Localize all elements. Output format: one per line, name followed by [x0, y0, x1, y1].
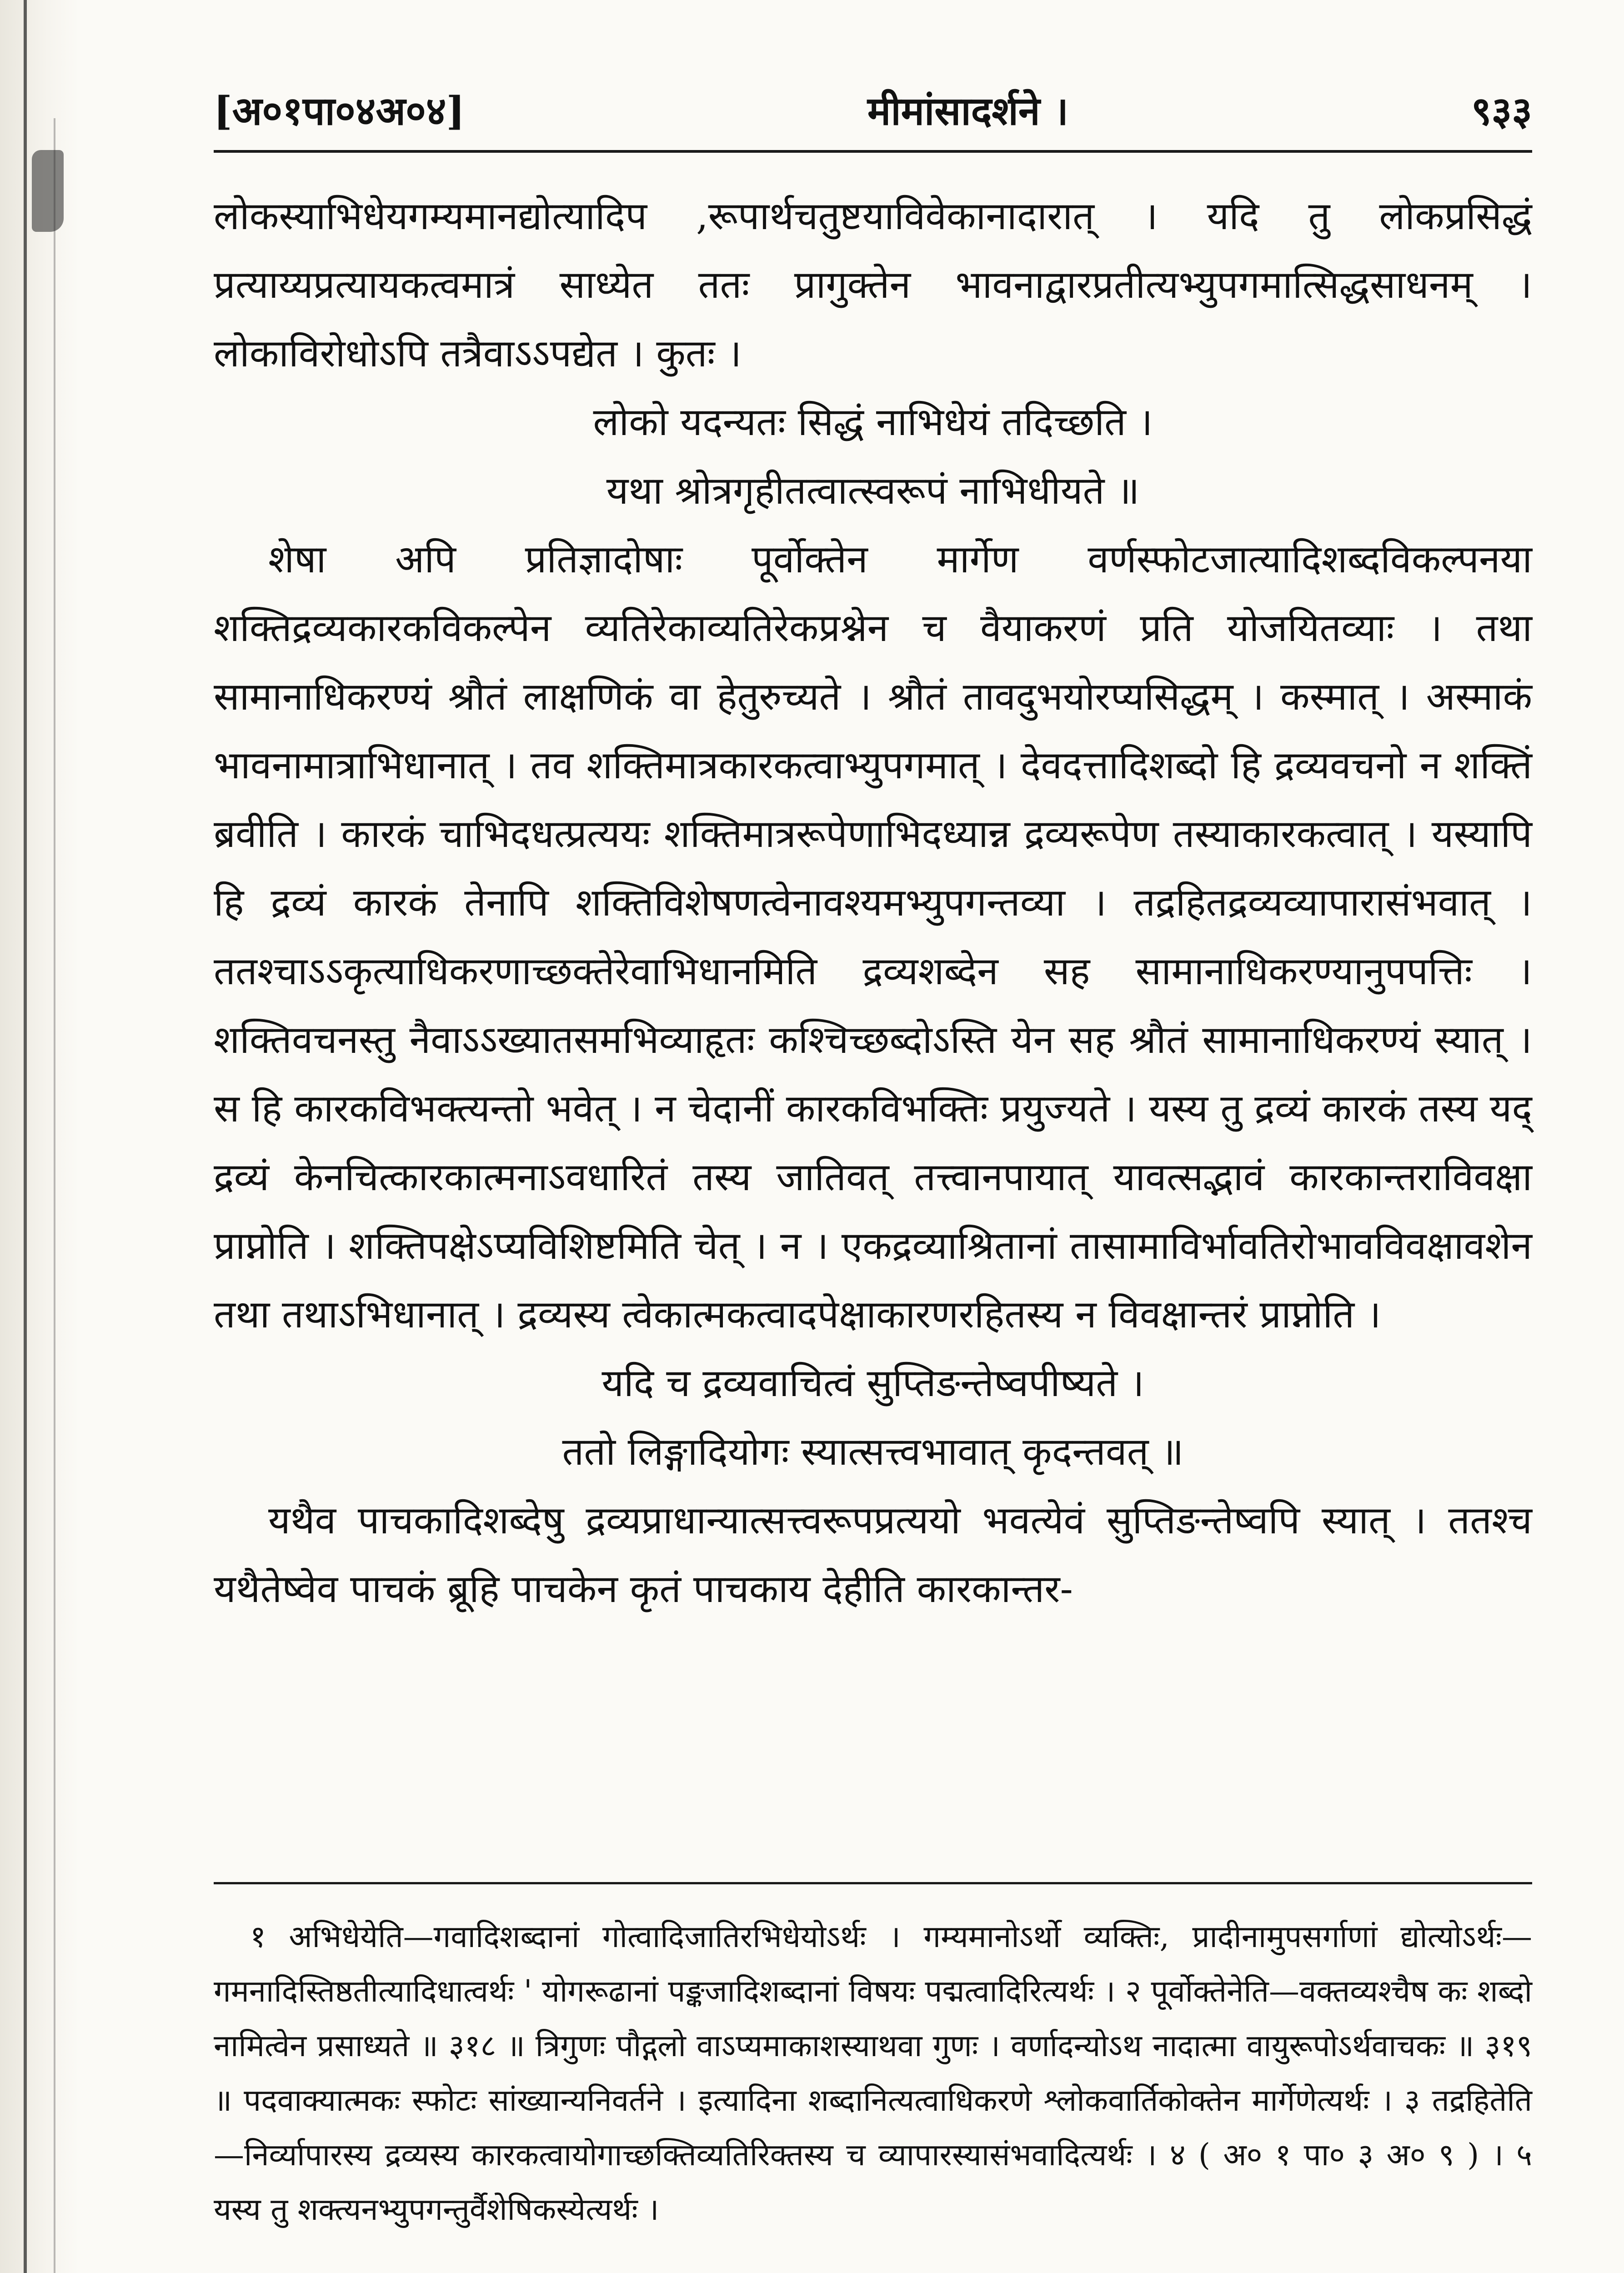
main-text	[214, 182, 1532, 1623]
footnote-rule	[214, 1882, 1532, 1884]
header-rule	[214, 150, 1532, 153]
header-reference: [अ०१पा०४अ०४]	[214, 88, 465, 134]
verse-line-1: लोको यदन्यतः सिद्धं नाभिधेयं तदिच्छति ।	[593, 400, 1153, 444]
book-binding-edge	[0, 0, 80, 2273]
footnote-block: १ अभिधेयेति—गवादिशब्दानां गोत्वादिजातिरभिधेयोऽर्थः । गम्यमानोऽर्थो व्यक्तिः, प्रादीनामुपसर्गाणां द्योत्योऽर्थः—गमनादिस्तिष्ठतीत्यादिधात्वर्थः ' योगरूढानां पङ्कजादिशब्दानां विषयः पद्मत्वादिरित्यर्थः । २ पूर्वोक्तेनेति—वक्तव्यश्चैष कः शब्दो नामित्वेन प्रसाध्यते ॥ ३१८ ॥ त्रिगुणः पौद्गलो वाऽप्यमाकाशस्याथवा गुणः । वर्णादन्योऽथ नादात्मा वायुरूपोऽर्थवाचकः ॥ ३१९ ॥ पदवाक्यात्मकः स्फोटः सांख्यान्यनिवर्तने । इत्यादिना शब्दानित्यत्वाधिकरणे श्लोकवार्तिकोक्तेन मार्गेणेत्यर्थः । ३ तद्रहितेति—निर्व्यापारस्य द्रव्यस्य कारकत्वायोगाच्छक्तिव्यतिरिक्तस्य च व्यापारस्यासंभवादित्यर्थः । ४ ( अ० १ पा० ३ अ० ९ ) । ५ यस्य तु शक्त्यनभ्युपगन्तुर्वैशेषिकस्येत्यर्थः ।	[214, 1919, 1532, 2227]
binding-inner-line	[54, 118, 55, 2273]
footnotes	[214, 1909, 1532, 2237]
header-title: मीमांसादर्शने ।	[867, 88, 1069, 134]
binding-stain	[32, 150, 64, 232]
paragraph-3: यथैव पाचकादिशब्देषु द्रव्यप्राधान्यात्सत्त्वरूपप्रत्ययो भवत्येवं सुप्तिङन्तेष्वपि स्यात् । ततश्च यथैतेष्वेव पाचकं ब्रूहि पाचकेन कृतं पाचकाय देहीति कारकान्तर-	[214, 1498, 1532, 1611]
verse-line-3: यदि च द्रव्यवाचित्वं सुप्तिङन्तेष्वपीष्यते ।	[601, 1361, 1144, 1405]
paragraph-2: शेषा अपि प्रतिज्ञादोषाः पूर्वोक्तेन मार्गेण वर्णस्फोटजात्यादिशब्दविकल्पनया शक्तिद्रव्यकारकविकल्पेन व्यतिरेकाव्यतिरेकप्रश्नेन च वैयाकरणं प्रति योजयितव्याः । तथा सामानाधिकरण्यं श्रौतं लाक्षणिकं वा हेतुरुच्यते । श्रौतं तावदुभयोरप्यसिद्धम् । कस्मात् । अस्माकं भावनामात्राभिधानात् । तव शक्तिमात्रकारकत्वाभ्युपगमात् । देवदत्तादिशब्दो हि द्रव्यवचनो न शक्तिं ब्रवीति । कारकं चाभिदधत्प्रत्ययः शक्तिमात्ररूपेणाभिदध्यान्न द्रव्यरूपेण तस्याकारकत्वात् । यस्यापि हि द्रव्यं कारकं तेनापि शक्तिविशेषणत्वेनावश्यमभ्युपगन्तव्या । तद्रहितद्रव्यव्यापारासंभवात् । ततश्चाऽऽकृत्याधिकरणाच्छक्तेरेवाभिधानमिति द्रव्यशब्देन सह सामानाधिकरण्यानुपपत्तिः । शक्तिवचनस्तु नैवाऽऽख्यातसमभिव्याहृतः कश्चिच्छब्दोऽस्ति येन सह श्रौतं सामानाधिकरण्यं स्यात् । स हि कारकविभक्त्यन्तो भवेत् । न चेदानीं कारकविभक्तिः प्रयुज्यते । यस्य तु द्रव्यं कारकं तस्य यद् द्रव्यं केनचित्कारकात्मनाऽवधारितं तस्य जातिवत् तत्त्वानपायात् यावत्सद्भावं कारकान्तराविवक्षा प्राप्नोति । शक्तिपक्षेऽप्यविशिष्टमिति चेत् । न । एकद्रव्याश्रितानां तासामाविर्भावतिरोभावविवक्षावशेन तथा तथाऽभिधानात् । द्रव्यस्य त्वेकात्मकत्वादपेक्षाकारणरहितस्य न विवक्षान्तरं प्राप्नोति ।	[214, 537, 1532, 1337]
verse-line-4: ततो लिङ्गादियोगः स्यात्सत्त्वभावात् कृदन्तवत् ॥	[562, 1429, 1184, 1474]
verse-line-2: यथा श्रोत्रगृहीतत्वात्स्वरूपं नाभिधीयते ॥	[606, 468, 1140, 513]
binding-shadow-line	[24, 0, 27, 2273]
paragraph-1: लोकस्याभिधेयगम्यमानद्योत्यादिप ,रूपार्थचतुष्टयाविवेकानादारात् । यदि तु लोकप्रसिद्धं प्रत्याय्यप्रत्यायकत्वमात्रं साध्येत ततः प्रागुक्तेन भावनाद्वारप्रतीत्यभ्युपगमात्सिद्धसाधनम् । लोकाविरोधोऽपि तत्रैवाऽऽपद्येत । कुतः ।	[214, 194, 1532, 375]
page-number: ९३३	[1471, 88, 1532, 134]
running-header	[214, 68, 1532, 136]
